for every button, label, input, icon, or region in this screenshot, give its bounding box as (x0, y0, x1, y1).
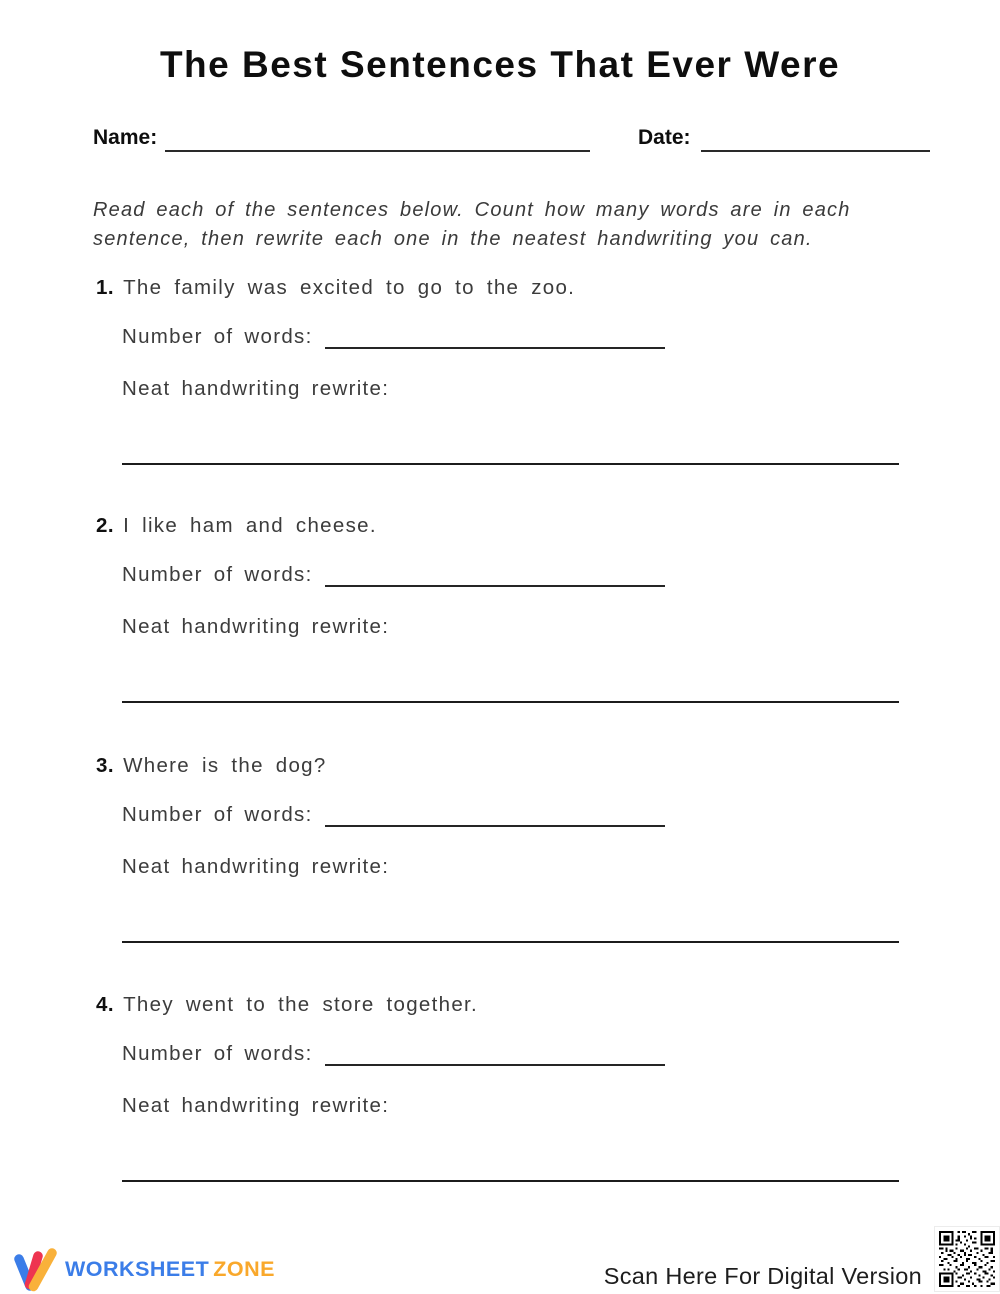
number-of-words-fill-line (325, 1042, 665, 1066)
name-label: Name: (93, 126, 158, 149)
sentence-text: I like ham and cheese. (123, 514, 377, 537)
instructions-line-2: sentence, then rewrite each one in the neatest handwriting you can. (93, 227, 813, 250)
number-of-words-label: Number of words: (122, 1042, 313, 1065)
question-block-3 (93, 754, 903, 954)
number-of-words-label: Number of words: (122, 563, 313, 586)
name-fill-line (165, 126, 590, 152)
number-of-words-label: Number of words: (122, 325, 313, 348)
brand-text (65, 1257, 275, 1282)
question-block-4 (93, 993, 903, 1193)
question-number: 1. (96, 276, 115, 299)
qr-code (934, 1226, 1000, 1292)
brand-worksheet: WORKSHEET (65, 1256, 210, 1281)
question-sentence (96, 993, 478, 1017)
rewrite-fill-line (122, 941, 899, 943)
scan-here-label: Scan Here For Digital Version (603, 1263, 922, 1289)
worksheetzone-logo (12, 1244, 275, 1294)
question-block-2 (93, 514, 903, 714)
number-of-words-row (122, 563, 665, 587)
rewrite-label: Neat handwriting rewrite: (122, 377, 390, 400)
number-of-words-row (122, 803, 665, 827)
rewrite-label: Neat handwriting rewrite: (122, 855, 390, 878)
page-title: The Best Sentences That Ever Were (159, 44, 841, 85)
question-number: 2. (96, 514, 115, 537)
worksheetzone-logo-icon (12, 1246, 58, 1292)
question-sentence (96, 754, 327, 778)
rewrite-label: Neat handwriting rewrite: (122, 615, 390, 638)
sentence-text: They went to the store together. (123, 993, 479, 1016)
date-label: Date: (638, 126, 691, 149)
question-number: 3. (96, 754, 115, 777)
sentence-text: The family was excited to go to the zoo. (123, 276, 576, 299)
number-of-words-row (122, 325, 665, 349)
date-fill-line (701, 126, 930, 152)
number-of-words-fill-line (325, 803, 665, 827)
rewrite-fill-line (122, 1180, 899, 1182)
number-of-words-label: Number of words: (122, 803, 313, 826)
question-sentence (96, 276, 575, 300)
rewrite-label: Neat handwriting rewrite: (122, 1094, 390, 1117)
brand-zone: ZONE (213, 1256, 275, 1281)
qr-code-pattern (935, 1227, 999, 1291)
sentence-text: Where is the dog? (123, 754, 327, 777)
question-sentence (96, 514, 377, 538)
rewrite-fill-line (122, 701, 899, 703)
number-of-words-fill-line (325, 563, 665, 587)
instructions-line-1: Read each of the sentences below. Count how many words are in each (93, 199, 851, 221)
instructions (93, 196, 893, 253)
number-of-words-fill-line (325, 325, 665, 349)
question-block-1 (93, 276, 903, 476)
rewrite-fill-line (122, 463, 899, 465)
question-number: 4. (96, 993, 115, 1016)
name-date-row (93, 126, 930, 156)
number-of-words-row (122, 1042, 665, 1066)
